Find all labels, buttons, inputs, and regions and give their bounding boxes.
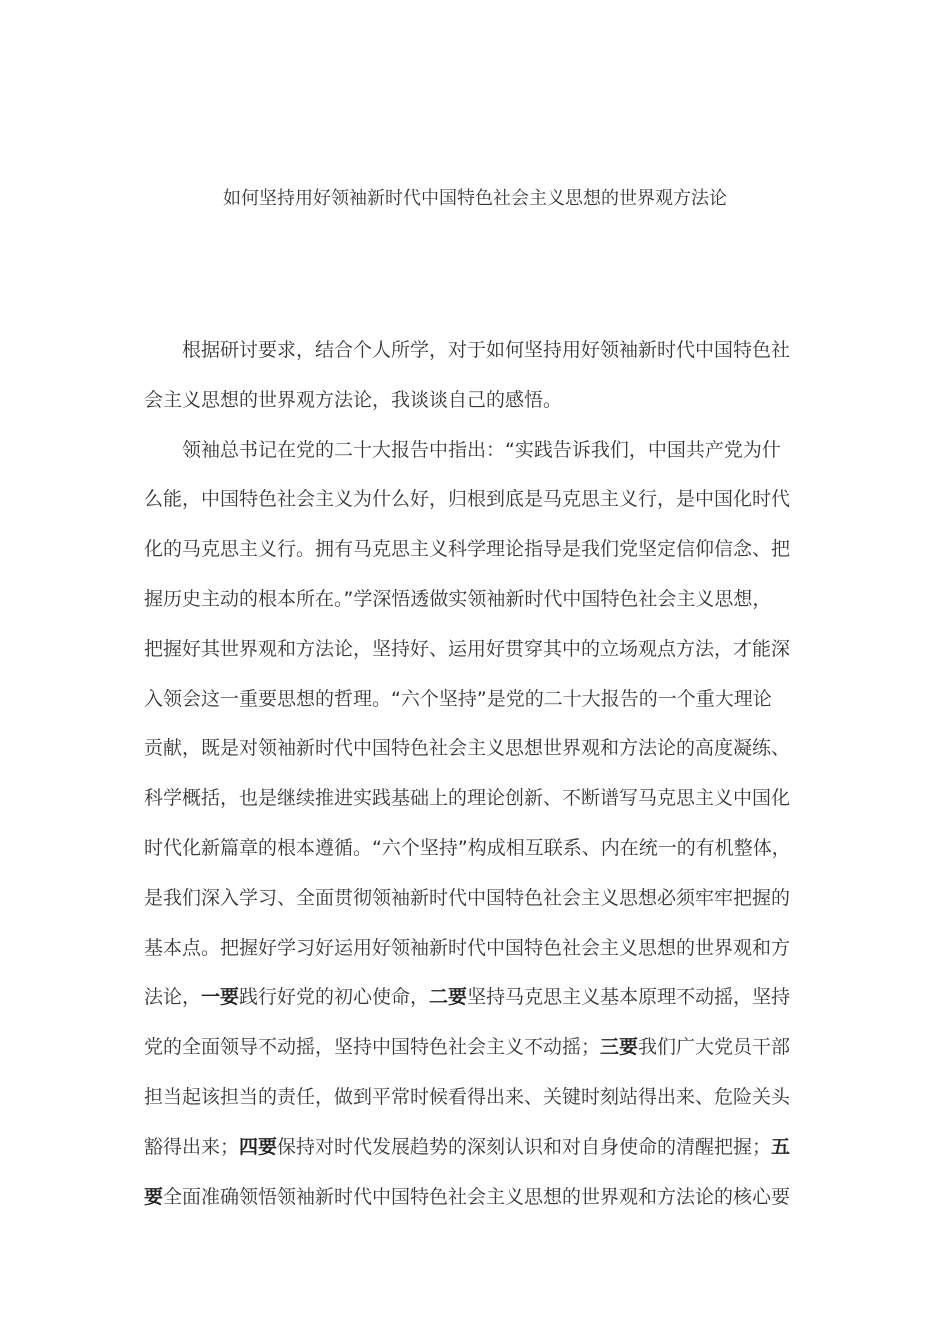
line-text: 握历史主动的根本所在。”学深悟透做实领袖新时代中国特色社会主义思想， bbox=[144, 587, 772, 610]
emphasis-text: 一要 bbox=[201, 986, 240, 1009]
emphasis-text: 三要 bbox=[600, 1036, 639, 1059]
document-title: 如何坚持用好领袖新时代中国特色社会主义思想的世界观方法论 bbox=[223, 188, 727, 209]
line-text: 化的马克思主义行。拥有马克思主义科学理论指导是我们党坚定信仰信念、把 bbox=[144, 538, 791, 561]
line-text: 贡献，既是对领袖新时代中国特色社会主义思想世界观和方法论的高度凝练、 bbox=[144, 737, 791, 760]
text-line bbox=[144, 583, 808, 633]
text-line bbox=[144, 633, 808, 683]
text-line bbox=[144, 932, 808, 982]
emphasis-text: 四要 bbox=[239, 1135, 278, 1158]
text-line bbox=[144, 732, 808, 782]
line-text: 科学概括，也是继续推进实践基础上的理论创新、不断谱写马克思主义中国化 bbox=[144, 787, 791, 810]
line-text: 全面准确领悟领袖新时代中国特色社会主义思想的世界观和方法论的核心要 bbox=[163, 1185, 791, 1208]
line-text: 保持对时代发展趋势的深刻认识和对自身使命的清醒把握； bbox=[277, 1135, 772, 1158]
document-body bbox=[144, 334, 808, 1230]
emphasis-text: 要 bbox=[144, 1185, 164, 1208]
line-text: 践行好党的初心使命， bbox=[239, 986, 430, 1009]
line-text: 领袖总书记在党的二十大报告中指出：“实践告诉我们，中国共产党为什 bbox=[182, 438, 781, 461]
text-line bbox=[144, 782, 808, 832]
line-text: 担当起该担当的责任，做到平常时候看得出来、关键时刻站得出来、危险关头 bbox=[144, 1085, 791, 1108]
line-text: 会主义思想的世界观方法论，我谈谈自己的感悟。 bbox=[144, 388, 563, 411]
text-line bbox=[144, 832, 808, 882]
line-text: 基本点。把握好学习好运用好领袖新时代中国特色社会主义思想的世界观和方 bbox=[144, 936, 791, 959]
text-line bbox=[144, 334, 808, 384]
text-line bbox=[144, 384, 808, 434]
text-line bbox=[144, 1081, 808, 1131]
line-text: 么能，中国特色社会主义为什么好，归根到底是马克思主义行，是中国化时代 bbox=[144, 488, 791, 511]
line-text: 是我们深入学习、全面贯彻领袖新时代中国特色社会主义思想必须牢牢把握的 bbox=[144, 886, 791, 909]
text-line bbox=[144, 1131, 808, 1181]
line-text: 豁得出来； bbox=[144, 1135, 240, 1158]
text-line bbox=[144, 981, 808, 1031]
line-text: 根据研讨要求，结合个人所学，对于如何坚持用好领袖新时代中国特色社 bbox=[182, 339, 791, 361]
line-text: 入领会这一重要思想的哲理。“六个坚持”是党的二十大报告的一个重大理论 bbox=[144, 687, 772, 710]
line-text: 我们广大党员干部 bbox=[638, 1036, 791, 1059]
text-line bbox=[144, 483, 808, 533]
emphasis-text: 二要 bbox=[429, 986, 468, 1009]
text-line bbox=[144, 1181, 808, 1231]
text-line bbox=[144, 882, 808, 932]
text-line bbox=[144, 434, 808, 484]
emphasis-text: 五 bbox=[771, 1135, 791, 1158]
line-text: 时代化新篇章的根本遵循。“六个坚持”构成相互联系、内在统一的有机整体， bbox=[144, 836, 791, 859]
line-text: 党的全面领导不动摇，坚持中国特色社会主义不动摇； bbox=[144, 1036, 601, 1059]
text-line bbox=[144, 683, 808, 733]
line-text: 把握好其世界观和方法论，坚持好、运用好贯穿其中的立场观点方法，才能深 bbox=[144, 637, 791, 660]
text-line bbox=[144, 1031, 808, 1081]
line-text: 坚持马克思主义基本原理不动摇，坚持 bbox=[467, 986, 791, 1009]
line-text: 法论， bbox=[144, 986, 202, 1009]
text-line bbox=[144, 533, 808, 583]
